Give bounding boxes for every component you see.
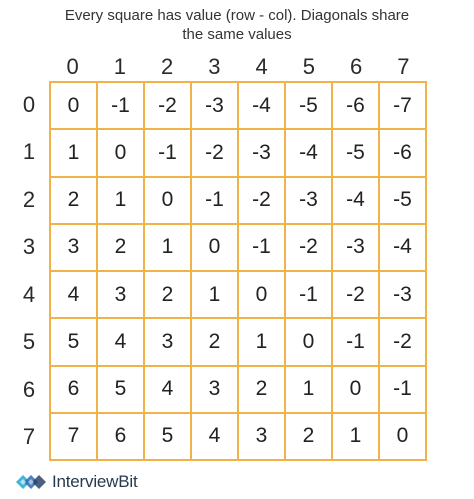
grid-cell: -4 xyxy=(380,225,427,272)
grid-cell: -6 xyxy=(380,130,427,177)
grid-cell: 3 xyxy=(98,272,145,319)
grid-cell: -1 xyxy=(380,367,427,414)
grid-cell: 0 xyxy=(145,178,192,225)
grid-cell: 7 xyxy=(51,414,98,461)
interviewbit-logo xyxy=(14,470,137,494)
grid-cell: -1 xyxy=(239,225,286,272)
column-header: 3 xyxy=(208,54,221,79)
column-header: 5 xyxy=(302,54,315,79)
grid-cell: -6 xyxy=(333,83,380,130)
grid-cell: 5 xyxy=(98,367,145,414)
grid-cell: -4 xyxy=(333,178,380,225)
grid-cell: 3 xyxy=(239,414,286,461)
grid-cell: 1 xyxy=(98,178,145,225)
grid-cell: 1 xyxy=(51,130,98,177)
logo-text: InterviewBit xyxy=(52,472,138,491)
grid-cell: -2 xyxy=(380,319,427,366)
row-header: 4 xyxy=(22,281,36,307)
grid-cell: -1 xyxy=(192,178,239,225)
interviewbit-logo-icon xyxy=(14,470,48,494)
grid-cell: -5 xyxy=(286,83,333,130)
column-header: 0 xyxy=(66,54,79,79)
grid-cell: 1 xyxy=(333,414,380,461)
grid-cell: 3 xyxy=(51,225,98,272)
grid-cell: -1 xyxy=(286,272,333,319)
grid-cell: -3 xyxy=(239,130,286,177)
row-header: 2 xyxy=(22,186,36,212)
grid-cell: -2 xyxy=(192,130,239,177)
grid-cell: -3 xyxy=(380,272,427,319)
column-header: 4 xyxy=(255,54,268,79)
grid-cell: 4 xyxy=(98,319,145,366)
grid-cell: -1 xyxy=(333,319,380,366)
row-header: 7 xyxy=(22,424,36,450)
grid-cell: 6 xyxy=(98,414,145,461)
grid-cell: 0 xyxy=(51,83,98,130)
grid-cell: -4 xyxy=(286,130,333,177)
title-line-2: the same values xyxy=(182,26,292,43)
row-header: 6 xyxy=(22,376,36,402)
row-header: 5 xyxy=(22,329,36,355)
grid-cell: 1 xyxy=(239,319,286,366)
grid-cell: 2 xyxy=(145,272,192,319)
grid-cell: -7 xyxy=(380,83,427,130)
grid-cell: 0 xyxy=(333,367,380,414)
grid-cell: 0 xyxy=(286,319,333,366)
grid-cell: 1 xyxy=(286,367,333,414)
grid-cell: 4 xyxy=(145,367,192,414)
grid-cell: 2 xyxy=(239,367,286,414)
column-header: 1 xyxy=(113,54,126,79)
grid-cell: 0 xyxy=(380,414,427,461)
grid-cell: 5 xyxy=(51,319,98,366)
grid-cell: -3 xyxy=(333,225,380,272)
grid-cell: 2 xyxy=(192,319,239,366)
grid-cell: 0 xyxy=(192,225,239,272)
grid-cell: 6 xyxy=(51,367,98,414)
row-header: 1 xyxy=(22,139,36,165)
column-headers xyxy=(49,53,427,81)
grid-cell: 3 xyxy=(145,319,192,366)
grid-cell: -4 xyxy=(239,83,286,130)
grid-cell: 4 xyxy=(192,414,239,461)
grid-cell: -5 xyxy=(380,178,427,225)
grid-cell: -3 xyxy=(192,83,239,130)
column-header: 2 xyxy=(161,54,174,79)
grid-cell: 1 xyxy=(145,225,192,272)
grid-cell: 2 xyxy=(286,414,333,461)
grid-cell: 2 xyxy=(98,225,145,272)
grid-cell: -2 xyxy=(333,272,380,319)
value-grid xyxy=(49,81,427,461)
title-line-1: Every square has value (row - col). Diagonals share xyxy=(64,7,410,24)
grid-cell: 3 xyxy=(192,367,239,414)
grid-cell: 0 xyxy=(98,130,145,177)
grid-cell: 5 xyxy=(145,414,192,461)
grid-cell: -1 xyxy=(145,130,192,177)
grid-cell: 4 xyxy=(51,272,98,319)
row-header: 3 xyxy=(22,234,36,260)
grid-cell: -2 xyxy=(286,225,333,272)
grid-cell: -2 xyxy=(145,83,192,130)
grid-cell: 2 xyxy=(51,178,98,225)
grid-cell: -1 xyxy=(98,83,145,130)
grid-cell: -2 xyxy=(239,178,286,225)
diagram-title xyxy=(0,6,474,44)
grid-cell: -3 xyxy=(286,178,333,225)
column-header: 7 xyxy=(397,54,410,79)
grid-cell: -5 xyxy=(333,130,380,177)
column-header: 6 xyxy=(350,54,363,79)
row-header: 0 xyxy=(22,91,36,117)
grid-cell: 1 xyxy=(192,272,239,319)
row-headers xyxy=(14,81,44,461)
grid-cell: 0 xyxy=(239,272,286,319)
